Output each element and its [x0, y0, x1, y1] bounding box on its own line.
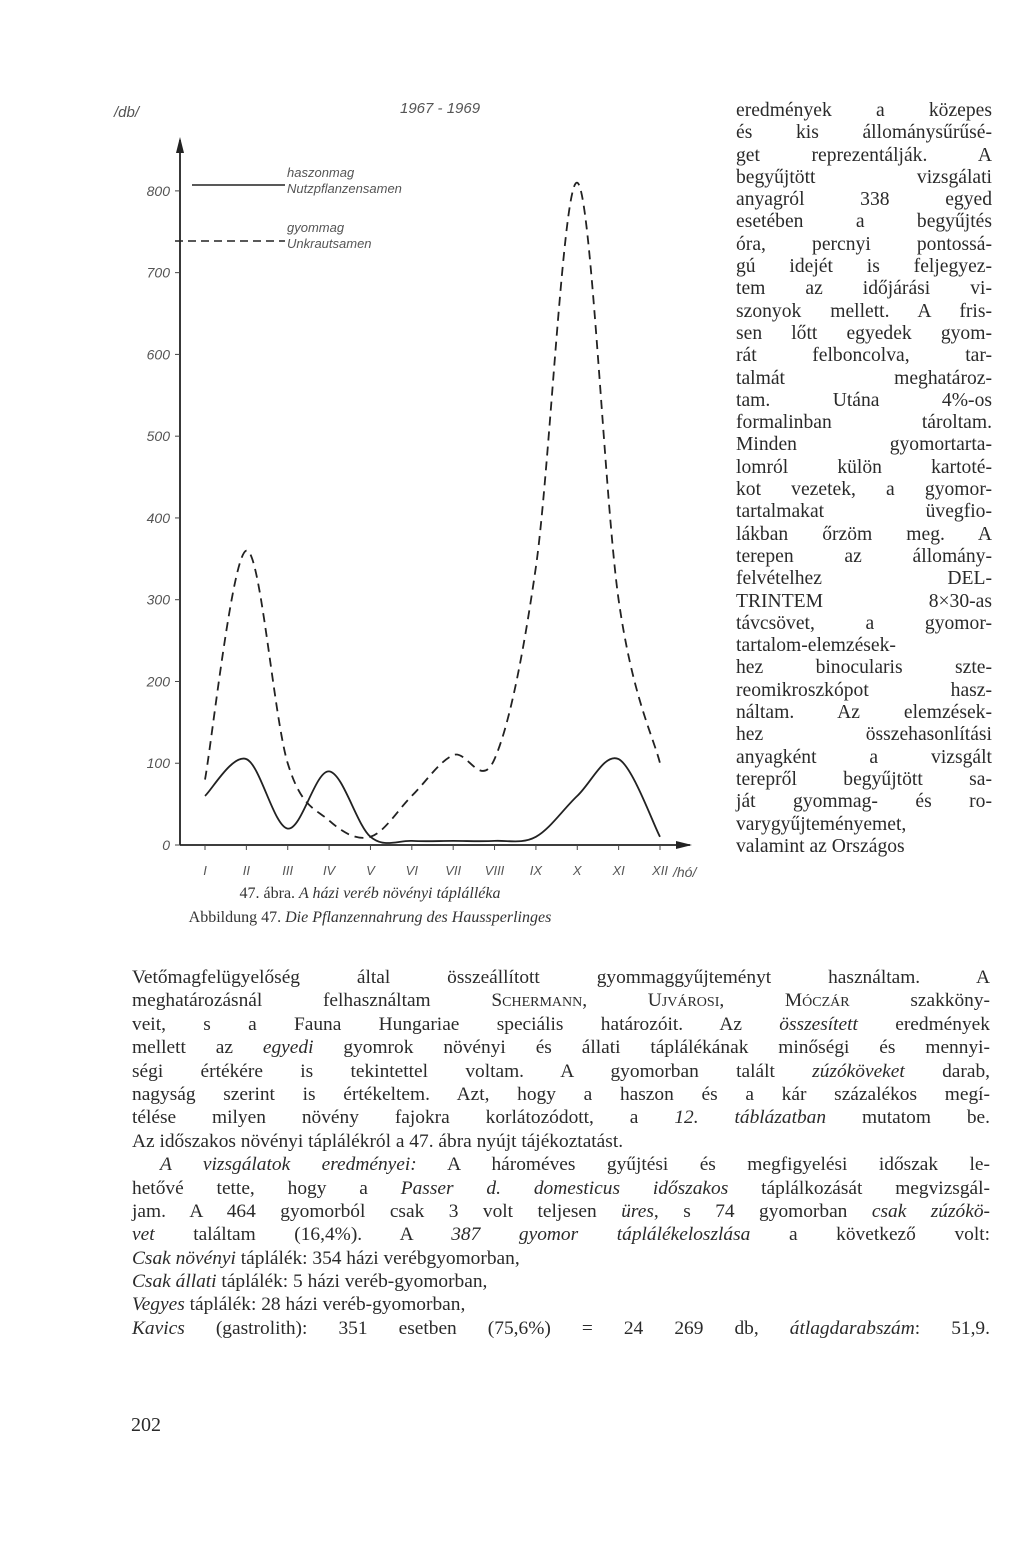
- y-tick-label: 100: [146, 755, 170, 772]
- caption-de-number: Abbildung 47.: [188, 909, 282, 926]
- figure-caption-hu: [0, 885, 740, 903]
- series-line-gyommag: [205, 183, 660, 838]
- text-line: A vizsgálatok eredményei: A hároméves gyűjtési és megfigyelési időszak le-: [160, 1154, 990, 1176]
- x-tick-label: III: [282, 863, 294, 878]
- side-text-line: és kis állománysűrűsé-: [736, 122, 992, 144]
- chart-series: [205, 183, 660, 843]
- series-line-haszonmag: [205, 758, 660, 843]
- text-line: ségi értékére is tekintettel voltam. A gyomorban talált zúzóköveket darab,: [132, 1060, 990, 1082]
- legend-hu-solid: haszonmag: [287, 165, 355, 180]
- side-text-line: Minden gyomortarta-: [736, 434, 992, 456]
- y-tick-label: 0: [162, 837, 170, 853]
- chart-title: 1967 - 1969: [400, 100, 481, 117]
- author-name: Schermann: [491, 990, 583, 1012]
- side-text-line: lomról külön kartoté-: [736, 456, 992, 478]
- legend-hu-dashed: gyommag: [287, 220, 345, 235]
- side-text-line: begyűjtött vizsgálati: [736, 166, 992, 188]
- x-tick-label: XII: [652, 863, 668, 878]
- text-line: Az időszakos növényi táplálékról a 47. ábra nyújt tájékoztatást.: [132, 1130, 624, 1152]
- side-text-line: eredmények a közepes: [736, 100, 992, 121]
- y-axis-ticks: [146, 183, 180, 853]
- side-text-line: esetében a begyűjtés: [736, 211, 992, 233]
- side-text-line: tam. Utána 4%-os: [736, 389, 992, 411]
- main-body-text: [132, 966, 990, 1340]
- side-text-line: terepről begyűjtött sa-: [736, 768, 992, 790]
- side-text-line: get reprezentálják. A: [736, 144, 992, 166]
- side-text-line: talmát meghatároz-: [736, 367, 992, 389]
- author-name: Ujvárosi: [647, 990, 720, 1012]
- x-tick-label: IV: [322, 863, 336, 878]
- side-text-line: valamint az Országos: [736, 835, 905, 857]
- y-axis-arrow: [176, 137, 184, 153]
- side-text-line: óra, percnyi pontossá-: [736, 233, 992, 255]
- x-axis-ticks: [203, 845, 668, 878]
- page-number: 202: [131, 1414, 161, 1436]
- side-text-line: tem az időjárási vi-: [736, 278, 992, 300]
- caption-hu-number: 47. ábra.: [239, 885, 296, 902]
- text-line: Vetőmagfelügyelőség által összeállított gyommaggyűjteményt használtam. A: [132, 967, 990, 988]
- x-tick-label: II: [242, 863, 250, 878]
- y-tick-label: 700: [146, 264, 170, 281]
- text-line: veit, s a Fauna Hungariae speciális határozóit. Az összesített eredmények: [132, 1013, 990, 1035]
- seed-diet-chart: [114, 95, 720, 885]
- side-text-line: hez összehasonlítási: [736, 724, 992, 746]
- x-tick-label: X: [572, 863, 582, 878]
- text-line: Csak állati táplálék: 5 házi veréb-gyomorban,: [132, 1271, 488, 1293]
- side-text-line: anyagként a vizsgált: [736, 746, 992, 768]
- side-text-line: felvételhez DEL-: [736, 568, 992, 590]
- text-line: Vegyes táplálék: 28 házi veréb-gyomorban,: [132, 1294, 466, 1316]
- side-text-line: terepen az állomány-: [736, 545, 992, 567]
- x-axis-unit: /hó/: [673, 864, 697, 880]
- caption-de-title: Die Pflanzennahrung des Haussperlinges: [285, 909, 552, 926]
- side-text-line: varygyűjteményemet,: [736, 813, 907, 835]
- x-tick-label: VII: [445, 863, 462, 878]
- text-line: hetővé tette, hogy a Passer d. domesticus időszakos táplálkozását megvizsgál-: [132, 1177, 990, 1199]
- text-line: meghatározásnál felhasználtam Schermann, Ujvárosi, Móczár szakköny-: [132, 990, 991, 1012]
- side-text-line: TRINTEM 8×30-as: [736, 590, 992, 612]
- x-tick-label: V: [366, 863, 375, 878]
- side-text-line: gú idejét is feljegyez-: [736, 256, 992, 278]
- y-tick-label: 300: [146, 591, 170, 608]
- side-text-line: ját gyommag- és ro-: [736, 791, 992, 813]
- side-text-line: rát felboncolva, tar-: [736, 345, 992, 367]
- legend-de-solid: Nutzpflanzensamen: [287, 181, 402, 196]
- x-tick-label: VIII: [484, 863, 505, 878]
- y-tick-label: 600: [146, 346, 170, 363]
- x-tick-label: I: [203, 863, 207, 878]
- side-text-line: náltam. Az elemzések-: [736, 702, 992, 724]
- y-tick-label: 800: [146, 182, 170, 199]
- x-tick-label: XI: [612, 863, 625, 878]
- legend-de-dashed: Unkrautsamen: [287, 236, 372, 251]
- legend: [175, 165, 402, 251]
- text-line: Kavics (gastrolith): 351 esetben (75,6%) = 24 269 db, átlagdarabszám: 51,9.: [132, 1317, 990, 1339]
- side-text-line: lákban őrzöm meg. A: [736, 523, 992, 545]
- side-text-line: kot vezetek, a gyomor-: [736, 479, 992, 501]
- side-text-line: tartalom-elemzések-: [736, 635, 896, 657]
- side-text-line: távcsövet, a gyomor-: [736, 612, 992, 634]
- x-tick-label: VI: [405, 863, 418, 878]
- text-line: mellett az egyedi gyomrok növényi és állati táplálékának minőségi és mennyi-: [132, 1037, 990, 1059]
- text-line: vet találtam (16,4%). A 387 gyomor táplálékeloszlása a következő volt:: [132, 1224, 991, 1246]
- author-name: Móczár: [784, 990, 850, 1012]
- y-tick-label: 500: [146, 428, 170, 445]
- y-tick-label: 200: [146, 673, 170, 690]
- side-column-text: [736, 100, 992, 858]
- x-axis-arrow: [676, 841, 692, 849]
- x-tick-label: IX: [529, 863, 543, 878]
- side-text-line: formalinban tároltam.: [736, 412, 992, 434]
- text-line: jam. A 464 gyomorból csak 3 volt teljesen üres, s 74 gyomorban csak zúzókö-: [132, 1200, 991, 1222]
- side-text-line: szonyok mellett. A fris-: [736, 300, 992, 322]
- side-text-line: hez binocularis szte-: [736, 657, 992, 679]
- caption-hu-title: A házi veréb növényi táplálléka: [299, 885, 501, 902]
- side-text-line: tartalmakat üvegfio-: [736, 501, 992, 523]
- figure-caption-de: [0, 909, 740, 927]
- y-axis-label: /db/: [114, 104, 140, 121]
- text-line: télése milyen növény fajokra korlátozódott, a 12. táblázatban mutatom be.: [132, 1107, 990, 1129]
- chart-axes: [176, 137, 692, 849]
- text-line: nagyság szerint is értékeltem. Azt, hogy a haszon és a kár százalékos megí-: [132, 1083, 990, 1105]
- text-line: Csak növényi táplálék: 354 házi verébgyomorban,: [132, 1247, 520, 1269]
- side-text-line: sen lőtt egyedek gyom-: [736, 322, 992, 344]
- side-text-line: reomikroszkópot hasz-: [736, 679, 992, 701]
- y-tick-label: 400: [146, 509, 170, 526]
- side-text-line: anyagról 338 egyed: [736, 189, 992, 211]
